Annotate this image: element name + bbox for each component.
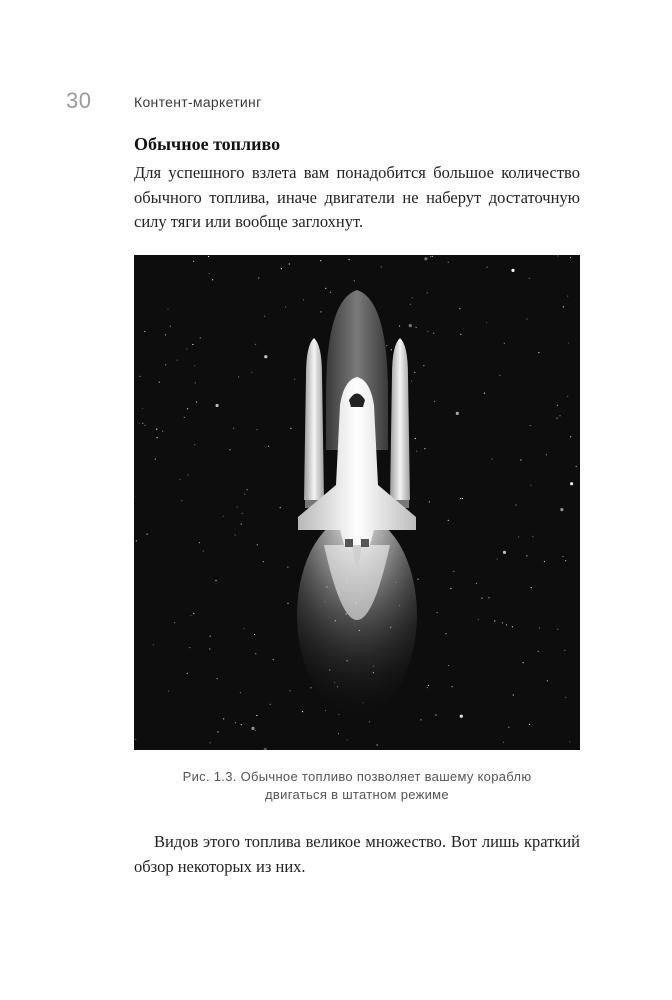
star bbox=[532, 536, 533, 537]
star bbox=[241, 724, 242, 725]
star bbox=[196, 401, 197, 402]
star bbox=[520, 459, 521, 460]
star bbox=[462, 498, 463, 499]
star bbox=[270, 704, 271, 705]
star bbox=[153, 644, 154, 645]
star bbox=[460, 334, 461, 335]
star bbox=[139, 423, 140, 424]
star bbox=[456, 412, 459, 415]
star bbox=[200, 337, 201, 338]
star bbox=[144, 331, 145, 332]
star bbox=[557, 255, 558, 256]
star bbox=[170, 326, 171, 327]
star bbox=[263, 561, 264, 562]
star bbox=[212, 279, 213, 280]
star bbox=[251, 372, 252, 373]
star bbox=[429, 501, 430, 502]
star bbox=[530, 425, 531, 426]
star bbox=[302, 711, 303, 712]
star bbox=[142, 408, 143, 409]
star bbox=[310, 687, 311, 688]
star bbox=[453, 571, 454, 572]
star bbox=[487, 267, 488, 268]
star bbox=[478, 619, 479, 620]
star bbox=[559, 415, 560, 416]
star bbox=[544, 561, 545, 562]
star bbox=[285, 306, 286, 307]
star bbox=[155, 459, 156, 460]
star bbox=[450, 588, 451, 589]
star bbox=[223, 516, 224, 517]
star bbox=[241, 524, 242, 525]
star bbox=[194, 365, 195, 366]
star bbox=[251, 727, 254, 730]
star bbox=[287, 603, 288, 604]
star bbox=[157, 437, 158, 438]
star bbox=[448, 262, 449, 263]
star bbox=[136, 540, 137, 541]
figure-caption bbox=[134, 768, 580, 804]
star bbox=[162, 431, 163, 432]
star bbox=[409, 324, 412, 327]
star bbox=[488, 597, 489, 598]
star bbox=[569, 741, 570, 742]
star bbox=[503, 742, 504, 743]
star bbox=[194, 444, 195, 445]
star bbox=[529, 724, 530, 725]
star bbox=[240, 692, 241, 693]
star bbox=[418, 579, 419, 580]
star bbox=[347, 739, 348, 740]
star bbox=[416, 451, 417, 452]
star bbox=[184, 417, 185, 418]
star bbox=[428, 685, 429, 686]
star bbox=[424, 257, 427, 260]
star bbox=[565, 697, 566, 698]
star bbox=[354, 280, 355, 281]
star bbox=[254, 634, 255, 635]
star bbox=[216, 404, 219, 407]
star bbox=[410, 304, 411, 305]
star bbox=[187, 474, 188, 475]
star bbox=[538, 651, 539, 652]
star bbox=[497, 559, 498, 560]
star bbox=[280, 507, 281, 508]
star bbox=[255, 344, 256, 345]
star bbox=[565, 560, 566, 561]
star bbox=[526, 318, 527, 319]
star bbox=[255, 730, 256, 731]
star bbox=[433, 333, 434, 334]
star bbox=[195, 382, 196, 383]
star bbox=[557, 629, 558, 630]
star bbox=[210, 636, 211, 637]
star bbox=[325, 288, 326, 289]
star bbox=[349, 259, 350, 260]
star bbox=[547, 680, 548, 681]
star bbox=[420, 719, 421, 720]
star bbox=[233, 428, 234, 429]
star bbox=[538, 352, 539, 353]
star bbox=[377, 744, 378, 745]
star bbox=[452, 686, 453, 687]
star bbox=[290, 428, 291, 429]
star bbox=[217, 731, 218, 732]
star bbox=[411, 380, 412, 381]
star bbox=[235, 722, 236, 723]
star bbox=[156, 429, 157, 430]
star bbox=[264, 355, 267, 358]
shuttle-illustration-icon bbox=[134, 255, 580, 750]
star bbox=[273, 659, 274, 660]
star bbox=[144, 425, 145, 426]
star bbox=[386, 345, 387, 346]
star bbox=[432, 256, 433, 257]
page-number: 30 bbox=[66, 88, 92, 113]
star bbox=[448, 665, 449, 666]
star bbox=[511, 269, 514, 272]
running-head: Контент-маркетинг bbox=[134, 94, 262, 110]
star bbox=[567, 296, 568, 297]
star bbox=[294, 379, 295, 380]
star bbox=[247, 489, 248, 490]
star bbox=[257, 429, 258, 430]
star bbox=[423, 365, 424, 366]
star bbox=[557, 405, 558, 406]
star bbox=[338, 714, 339, 715]
star bbox=[215, 580, 216, 581]
star bbox=[190, 615, 191, 616]
star bbox=[238, 376, 239, 377]
star bbox=[242, 513, 243, 514]
star bbox=[320, 311, 321, 312]
star bbox=[192, 344, 193, 345]
star bbox=[445, 633, 446, 634]
star bbox=[412, 297, 413, 298]
star bbox=[491, 458, 492, 459]
caption-line: двигаться в штатном режиме bbox=[265, 787, 449, 802]
star bbox=[539, 627, 540, 628]
star bbox=[513, 694, 514, 695]
star bbox=[237, 507, 238, 508]
star bbox=[494, 620, 495, 621]
star bbox=[556, 418, 557, 419]
star bbox=[518, 536, 519, 537]
star bbox=[416, 327, 417, 328]
star bbox=[430, 256, 431, 257]
star bbox=[486, 322, 487, 323]
star bbox=[256, 715, 257, 716]
star bbox=[531, 587, 532, 588]
star bbox=[434, 401, 435, 402]
star bbox=[199, 542, 200, 543]
star bbox=[427, 292, 428, 293]
caption-line: Рис. 1.3. Обычное топливо позволяет вашему кораблю bbox=[182, 769, 532, 784]
star bbox=[244, 494, 245, 495]
star bbox=[325, 710, 326, 711]
star bbox=[504, 343, 505, 344]
star bbox=[576, 466, 577, 467]
star bbox=[264, 748, 267, 750]
star bbox=[177, 360, 178, 361]
star bbox=[529, 278, 530, 279]
star bbox=[437, 612, 438, 613]
star bbox=[287, 567, 288, 568]
star bbox=[502, 622, 503, 623]
star bbox=[139, 376, 140, 377]
star bbox=[570, 436, 571, 437]
star bbox=[187, 408, 188, 409]
star bbox=[369, 721, 370, 722]
star bbox=[268, 446, 269, 447]
star bbox=[435, 714, 436, 715]
star bbox=[484, 393, 485, 394]
star bbox=[235, 534, 236, 535]
star bbox=[515, 504, 516, 505]
star bbox=[570, 257, 571, 258]
star bbox=[147, 534, 148, 535]
section-title: Обычное топливо bbox=[134, 134, 281, 154]
star bbox=[165, 364, 166, 365]
star bbox=[476, 583, 477, 584]
star bbox=[303, 299, 304, 300]
star bbox=[530, 485, 531, 486]
star bbox=[526, 555, 527, 556]
star bbox=[257, 544, 258, 545]
body-paragraph: Видов этого топлива великое множество. Вот лишь краткий обзор некоторых из них. bbox=[134, 832, 580, 876]
star bbox=[203, 551, 204, 552]
star bbox=[244, 628, 245, 629]
star bbox=[503, 551, 506, 554]
star bbox=[460, 498, 461, 499]
star bbox=[560, 508, 563, 511]
star bbox=[481, 598, 482, 599]
star bbox=[181, 500, 182, 501]
body-paragraph: Для успешного взлета вам понадобится большое количество обычного топлива, иначе двигатели не наберут достаточную силу тяги или вообще заглохнут. bbox=[134, 163, 580, 231]
star bbox=[289, 263, 290, 264]
star bbox=[134, 496, 135, 497]
star bbox=[179, 479, 180, 480]
star bbox=[570, 482, 573, 485]
star bbox=[563, 306, 564, 307]
star bbox=[546, 454, 547, 455]
star bbox=[512, 626, 513, 627]
star bbox=[459, 308, 460, 309]
star bbox=[174, 622, 175, 623]
star bbox=[281, 268, 282, 269]
star bbox=[499, 375, 500, 376]
star bbox=[567, 396, 568, 397]
star bbox=[427, 687, 428, 688]
star bbox=[223, 718, 224, 719]
star bbox=[165, 334, 166, 335]
star bbox=[320, 260, 321, 261]
star bbox=[255, 653, 256, 654]
star bbox=[187, 673, 188, 674]
star bbox=[168, 691, 169, 692]
star bbox=[258, 277, 259, 278]
star bbox=[193, 261, 194, 262]
star bbox=[209, 742, 210, 743]
shuttle-illustration bbox=[134, 255, 580, 750]
star bbox=[186, 348, 187, 349]
star bbox=[381, 266, 382, 267]
star bbox=[460, 715, 463, 718]
star bbox=[209, 273, 210, 274]
star bbox=[330, 292, 331, 293]
star bbox=[142, 423, 143, 424]
star bbox=[135, 739, 136, 740]
star bbox=[564, 650, 565, 651]
star bbox=[506, 624, 507, 625]
star bbox=[209, 648, 210, 649]
star bbox=[338, 733, 339, 734]
star bbox=[508, 727, 509, 728]
star bbox=[391, 349, 392, 350]
star bbox=[562, 556, 563, 557]
star bbox=[568, 342, 569, 343]
star bbox=[424, 448, 425, 449]
star bbox=[193, 613, 194, 614]
star bbox=[159, 382, 160, 383]
star bbox=[264, 316, 265, 317]
star bbox=[427, 331, 428, 332]
star bbox=[167, 309, 168, 310]
star bbox=[399, 325, 400, 326]
star bbox=[189, 647, 190, 648]
star bbox=[415, 438, 416, 439]
star bbox=[414, 372, 415, 373]
star bbox=[217, 678, 218, 679]
star bbox=[448, 520, 449, 521]
star bbox=[208, 256, 209, 257]
star bbox=[229, 449, 230, 450]
star bbox=[290, 690, 291, 691]
star bbox=[523, 662, 524, 663]
